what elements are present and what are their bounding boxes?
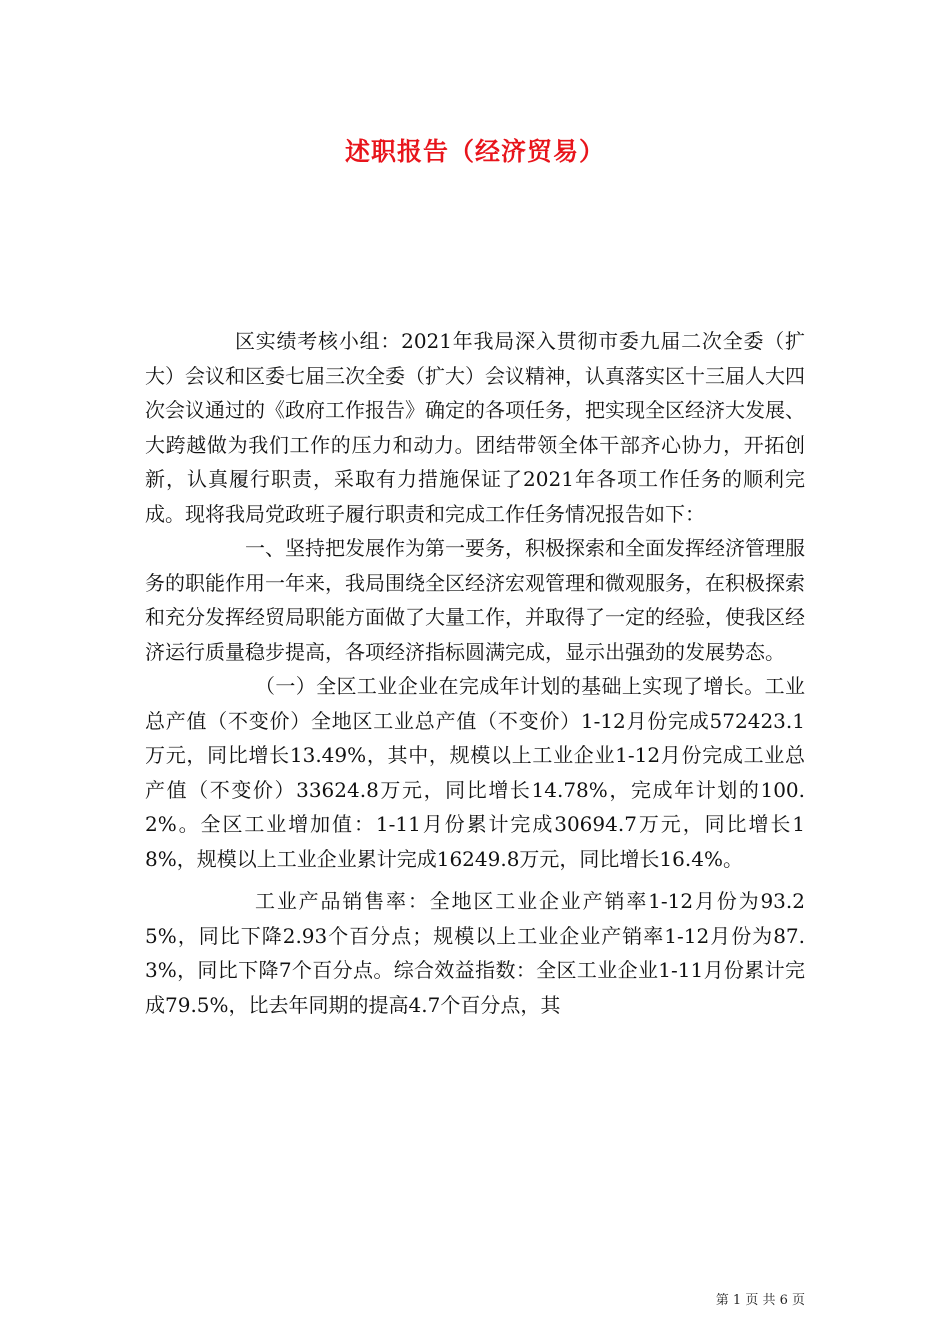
- paragraph-sales-rate: 工业产品销售率：全地区工业企业产销率1-12月份为93.25%，同比下降2.93个百分点；规模以上工业企业产销率1-12月份为87.3%，同比下降7个百分点。综合效益指数：全区工业企业1-11月份累计完成79.5%，比去年同期的提高4.7个百分点，其: [145, 889, 805, 1017]
- document-title: 述职报告（经济贸易）: [344, 137, 605, 166]
- paragraph-subsection-one: （一）全区工业企业在完成年计划的基础上实现了增长。工业总产值（不变价）全地区工业总产值（不变价）1-12月份完成572423.1万元，同比增长13.49%，其中，规模以上工业企业1-12月份完成工业总产值（不变价）33624.8万元，同比增长14.78%，完成年计划的100.2%。全区工业增加值：1-11月份累计完成30694.7万元，同比增长18%，规模以上工业企业累计完成16249.8万元，同比增长16.4%。: [145, 674, 805, 871]
- paragraph-intro: 区实绩考核小组：2021年我局深入贯彻市委九届二次全委（扩大）会议和区委七届三次全委（扩大）会议精神，认真落实区十三届人大四次会议通过的《政府工作报告》确定的各项任务，把实现全区经济大发展、大跨越做为我们工作的压力和动力。团结带领全体干部齐心协力，开拓创新，认真履行职责，采取有力措施保证了2021年各项工作任务的顺利完成。现将我局党政班子履行职责和完成工作任务情况报告如下：: [145, 329, 805, 526]
- page-number: 第 1 页 共 6 页: [715, 1293, 805, 1308]
- document-body: [145, 324, 805, 1022]
- paragraph-section-one: 一、坚持把发展作为第一要务，积极探索和全面发挥经济管理服务的职能作用一年来，我局围绕全区经济宏观管理和微观服务，在积极探索和充分发挥经贸局职能方面做了大量工作，并取得了一定的经验，使我区经济运行质量稳步提高，各项经济指标圆满完成，显示出强劲的发展势态。: [145, 536, 805, 664]
